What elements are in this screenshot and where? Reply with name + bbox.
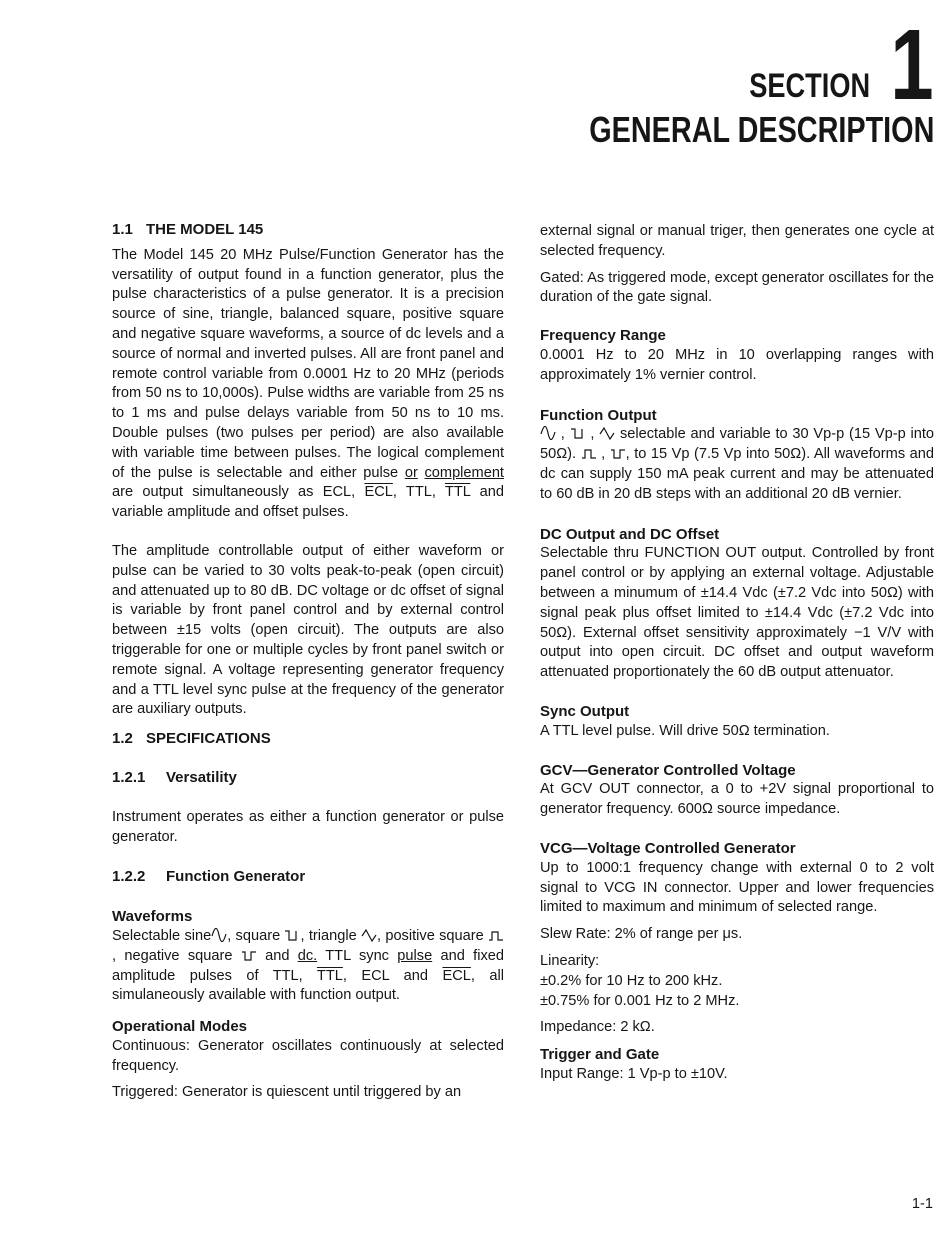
section-number: 1 xyxy=(890,9,934,121)
sync-output-title: Sync Output xyxy=(540,702,630,720)
text-run: The Model 145 20 MHz Pulse/Function Generator has the versatility of output found in a function generator, plus the pulse characteristics of a pulse generator. It is a precision source of sine, triangle, balanced square, positive square and negative square waveforms, a source of dc levels and a source of normal and inverted pulses. All are front panel and remote control variable from 0.0001 Hz to 20 MHz (periods from 50 ns to 10,000s). Pulse widths are variable from 25 ns to 1 ms and pulse delays variable from 50 ns to 10 ms. Double pulses (two pulses per period) are also available with variable time between pulses. The logical complement of the pulse is selectable and either pulse xyxy=(112,246,504,481)
positive-square-icon xyxy=(488,928,504,942)
continuous-mode: Continuous: Generator oscillates continuously at selected frequency. xyxy=(112,1037,504,1074)
heading-1-1 xyxy=(112,220,504,240)
text-run: , square xyxy=(227,927,285,944)
negative-square-icon xyxy=(610,446,626,460)
sync-output-text: A TTL level pulse. Will drive 50Ω termination. xyxy=(540,722,830,739)
ttl-bar: $\overline{TTL}$ xyxy=(444,484,471,501)
text-run: dc. xyxy=(297,947,318,964)
negative-square-icon xyxy=(241,948,257,962)
gated-mode: Gated: As triggered mode, except generator oscillates for the duration of the gate signal. xyxy=(540,269,934,306)
text-run: , TTL, xyxy=(392,484,445,501)
heading-text: Function Generator xyxy=(166,868,306,886)
trigger-gate-text: Input Range: 1 Vp-p to ±10V. xyxy=(540,1065,728,1082)
text-run: or xyxy=(404,464,418,481)
vcg-title: VCG—Voltage Controlled Generator xyxy=(540,839,796,857)
triggered-mode: Triggered: Generator is quiescent until triggered by an xyxy=(112,1084,462,1101)
ecl-bar: $\overline{ECL}$ xyxy=(364,484,393,501)
page-number: 1-1 xyxy=(911,1196,933,1212)
text-run: pulse xyxy=(397,947,433,964)
text-run: , to 15 Vp (7.5 Vp into 50Ω). All waveforms and dc can supply 150 mA peak current and may be attenuated to 60 dB in 20 dB steps with an additional 20 dB vernier. xyxy=(540,446,934,502)
heading-number: 1.1 xyxy=(112,221,133,238)
triangle-wave-icon xyxy=(599,426,615,440)
text-run: selectable and variable to 30 Vp-p (15 Vp-p into 50Ω). xyxy=(540,426,935,463)
ttl-bar: $\overline{TTL}$ xyxy=(316,967,343,984)
section-title: GENERAL DESCRIPTION xyxy=(588,109,934,150)
heading-number: 1.2 xyxy=(112,730,133,748)
text-run: , all simulaneously available with function output. xyxy=(112,967,504,1004)
dc-output-title: DC Output and DC Offset xyxy=(540,525,720,543)
operational-modes-title: Operational Modes xyxy=(112,1018,248,1036)
heading-text: SPECIFICATIONS xyxy=(146,730,271,748)
text-run: TTL sync xyxy=(317,947,398,964)
linearity-2: ±0.75% for 0.001 Hz to 2 MHz. xyxy=(540,992,740,1009)
function-output-text: , , selectable and variable to 30 Vp-p (15 Vp-p into 50Ω). , , to 15 Vp (7.5 Vp into 50Ω). All waveforms and dc can supply 150 mA peak current and may be attenuated to 60 dB in 20 dB steps with an additional 20 dB vernier. xyxy=(540,426,935,502)
text-run: and variable amplitude and offset pulses. xyxy=(112,484,504,521)
slew-rate: Slew Rate: 2% of range per μs. xyxy=(540,926,743,943)
ecl-bar: $\overline{ECL}$ xyxy=(442,967,471,984)
heading-text: THE MODEL 145 xyxy=(146,221,264,238)
sine-wave-icon xyxy=(211,928,227,942)
amplitude-paragraph: The amplitude controllable output of either waveform or pulse can be varied to 30 volts peak-to-peak (open circuit) and attenuated up to 80 dB. DC voltage or dc offset of signal is variable by front panel control and by external control between ±15 volts (open circuit). The outputs are also triggerable for one or multiple cycles by front panel switch or remote signal. A voltage representing generator frequency and a TTL level sync pulse at the frequency of the generator are auxiliary outputs. xyxy=(112,542,504,718)
section-label xyxy=(503,9,934,121)
gcv-text: At GCV OUT connector, a 0 to +2V signal proportional to generator frequency. 600Ω source impedance. xyxy=(540,781,934,818)
dc-output-text: Selectable thru FUNCTION OUT output. Controlled by front panel control or by applying an external voltage. Adjustable between a minumum of ±14.4 Vdc (±7.2 Vdc into 50Ω) with signal peak plus offset limited to ±14.4 Vdc (±7.2 Vdc into 50Ω). External offset sensitivity approximately −1 V/V with output into open circuit. DC offset and output waveform attenuated proportionately the 60 dB output attenuator. xyxy=(540,545,934,681)
vcg-text: Up to 1000:1 frequency change with external 0 to 2 volt signal to VCG IN connector. Upper and lower frequencies limited to maximum and minimum of selected range. xyxy=(540,859,934,916)
heading-number: 1.2.2 xyxy=(112,868,146,886)
text-run: , negative square xyxy=(112,947,241,964)
triggered-continued: external signal or manual triger, then generates one cycle at selected frequency. xyxy=(540,223,934,259)
heading-1-2-1 xyxy=(112,768,504,788)
right-column xyxy=(540,222,934,1085)
text-run: and fixed amplitude pulses of TTL, xyxy=(112,947,504,984)
trigger-gate-title: Trigger and Gate xyxy=(540,1046,660,1064)
square-wave-icon xyxy=(570,426,586,440)
text-run: are output simultaneously as ECL, xyxy=(112,484,365,501)
text-run: , triangle xyxy=(300,927,361,944)
section-header xyxy=(503,9,934,150)
linearity-1: ±0.2% for 10 Hz to 200 kHz. xyxy=(540,972,723,989)
sine-wave-icon xyxy=(540,426,556,440)
frequency-range-title: Frequency Range xyxy=(540,327,666,345)
text-run: , ECL and xyxy=(342,967,443,984)
waveforms-paragraph xyxy=(112,927,504,1006)
function-output-title: Function Output xyxy=(540,406,657,424)
gcv-title: GCV—Generator Controlled Voltage xyxy=(540,761,796,779)
section-word: SECTION xyxy=(749,67,871,105)
square-wave-icon xyxy=(284,928,300,942)
heading-text: Versatility xyxy=(166,768,237,786)
text-run: , positive square xyxy=(376,927,489,944)
linearity-title: Linearity: xyxy=(540,952,600,969)
frequency-range-text: 0.0001 Hz to 20 MHz in 10 overlapping ranges with approximately 1% vernier control. xyxy=(540,346,934,383)
heading-number: 1.2.1 xyxy=(112,768,146,786)
heading-1-2-2 xyxy=(112,867,504,887)
triangle-wave-icon xyxy=(361,928,377,942)
impedance: Impedance: 2 kΩ. xyxy=(540,1019,655,1036)
waveforms-title: Waveforms xyxy=(112,908,193,926)
text-run: and xyxy=(256,947,298,964)
heading-1-2 xyxy=(112,729,504,749)
positive-square-icon xyxy=(581,446,597,460)
text-run: Selectable sine xyxy=(112,927,212,944)
left-column xyxy=(112,220,504,1103)
intro-paragraph xyxy=(112,246,504,523)
text-run: complement xyxy=(424,464,504,481)
versatility-paragraph: Instrument operates as either a function generator or pulse generator. xyxy=(112,808,504,845)
